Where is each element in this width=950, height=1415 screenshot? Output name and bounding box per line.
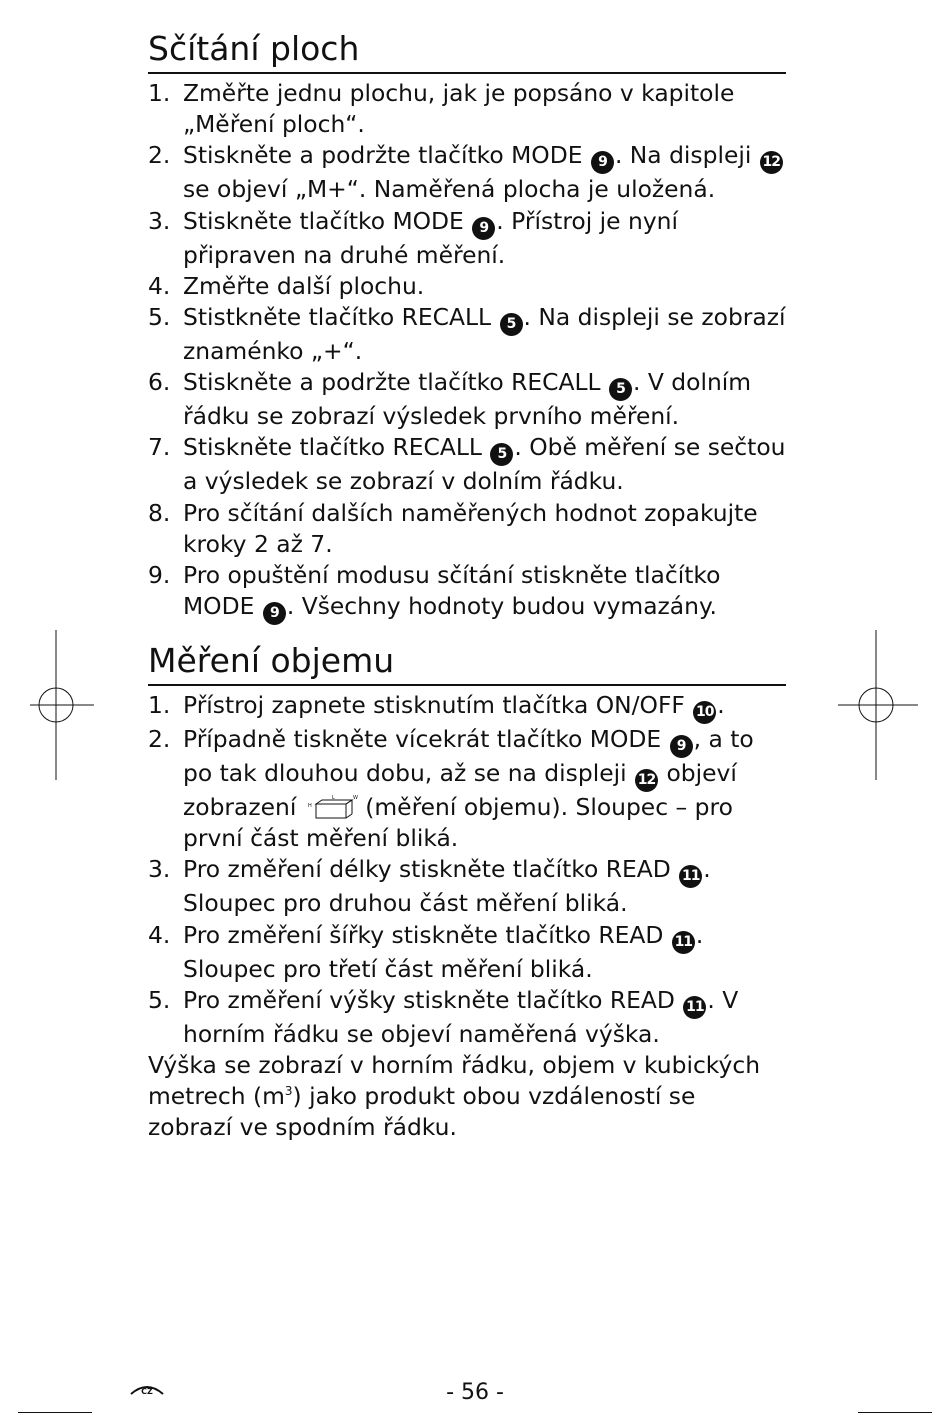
reference-number-badge: 9 bbox=[670, 735, 693, 758]
step-text: Změřte další plochu. bbox=[183, 271, 425, 300]
step-text: . Přístroj je nyní připraven na druhé měření. bbox=[183, 206, 678, 269]
step-text: . Všechny hodnoty budou vymazány. bbox=[286, 592, 717, 621]
step-number: 1. bbox=[148, 691, 171, 719]
volume-display-icon bbox=[304, 795, 358, 821]
step-item bbox=[148, 302, 786, 367]
step-text: . Na displeji bbox=[614, 141, 759, 170]
step-number: 6. bbox=[148, 368, 171, 397]
heading-rule bbox=[148, 684, 786, 686]
step-text: (měření objemu). Sloupec – pro první část měření bliká. bbox=[183, 793, 733, 853]
bottom-crop-line-left bbox=[18, 1412, 92, 1413]
reference-number-badge: 9 bbox=[591, 151, 614, 174]
step-text: Pro změření výšky stiskněte tlačítko READ bbox=[183, 985, 683, 1014]
step-text: Přístroj zapnete stisknutím tlačítka ON/OFF bbox=[183, 691, 693, 719]
step-item bbox=[148, 690, 786, 724]
step-item bbox=[148, 78, 786, 140]
step-item bbox=[148, 432, 786, 497]
area-steps-list bbox=[148, 78, 786, 625]
volume-closing-paragraph bbox=[148, 1050, 786, 1144]
step-number: 8. bbox=[148, 498, 171, 527]
step-item bbox=[148, 206, 786, 271]
volume-steps-list bbox=[148, 690, 786, 1050]
step-text: Pro sčítání dalších naměřených hodnot zopakujte kroky 2 až 7. bbox=[183, 498, 758, 558]
step-text: . Sloupec pro druhou část měření bliká. bbox=[183, 855, 711, 918]
reference-number-badge: 11 bbox=[672, 931, 695, 954]
reference-number-badge: 12 bbox=[760, 151, 783, 174]
step-text: Pro změření šířky stiskněte tlačítko READ bbox=[183, 920, 671, 949]
step-text: . V dolním řádku se zobrazí výsledek prvního měření. bbox=[183, 368, 752, 431]
step-text: Pro změření délky stiskněte tlačítko READ bbox=[183, 855, 679, 884]
step-text: Stiskněte a podržte tlačítko MODE bbox=[183, 141, 590, 170]
reference-number-badge: 11 bbox=[679, 865, 702, 888]
step-item bbox=[148, 985, 786, 1050]
step-text: Změřte jednu plochu, jak je popsáno v kapitole „Měření ploch“. bbox=[183, 79, 735, 139]
heading-area-addition: Sčítání ploch bbox=[148, 29, 360, 68]
step-text: . V horním řádku se objeví naměřená výška. bbox=[183, 985, 739, 1048]
svg-text:H: H bbox=[307, 803, 312, 809]
reference-number-badge: 5 bbox=[490, 443, 513, 466]
step-item bbox=[148, 560, 786, 625]
step-text: . bbox=[717, 691, 725, 719]
step-text: Pro opuštění modusu sčítání stiskněte tlačítko MODE bbox=[183, 561, 721, 621]
reference-number-badge: 5 bbox=[609, 378, 632, 401]
step-text: objeví zobrazení bbox=[183, 759, 737, 821]
step-number: 9. bbox=[148, 561, 171, 590]
step-number: 4. bbox=[148, 271, 171, 300]
cubic-superscript: 3 bbox=[284, 1084, 293, 1099]
page-number: - 56 - bbox=[446, 1380, 504, 1405]
step-text: Stistkněte tlačítko RECALL bbox=[183, 303, 499, 332]
section-volume-measurement bbox=[148, 640, 786, 1144]
step-item bbox=[148, 271, 786, 302]
heading-volume-measurement: Měření objemu bbox=[148, 641, 395, 680]
step-number: 1. bbox=[148, 79, 171, 107]
step-item bbox=[148, 140, 786, 205]
step-number: 5. bbox=[148, 303, 171, 332]
step-text: . Na displeji se zobrazí znaménko „+“. bbox=[183, 303, 786, 366]
reference-number-badge: 12 bbox=[635, 769, 658, 792]
closing-text-end: ) jako produkt obou vzdáleností se zobrazí ve spodním řádku. bbox=[148, 1082, 696, 1142]
step-text: . Sloupec pro třetí část měření bliká. bbox=[183, 920, 704, 983]
step-text: Stiskněte tlačítko RECALL bbox=[183, 433, 490, 462]
step-text: se objeví „M+“. Naměřená plocha je uložená. bbox=[183, 175, 716, 204]
step-number: 5. bbox=[148, 985, 171, 1014]
closing-text-start: Výška se zobrazí v horním řádku, objem v kubických metrech (m bbox=[148, 1051, 761, 1111]
step-text: Případně tiskněte vícekrát tlačítko MODE bbox=[183, 725, 669, 753]
svg-text:W: W bbox=[352, 795, 358, 801]
step-item bbox=[148, 854, 786, 919]
step-text: , a to po tak dlouhou dobu, až se na displeji bbox=[183, 725, 754, 787]
step-text: . Obě měření se sečtou a výsledek se zobrazí v dolním řádku. bbox=[183, 433, 786, 496]
step-text: Stiskněte tlačítko MODE bbox=[183, 206, 472, 235]
reference-number-badge: 11 bbox=[683, 996, 706, 1019]
crop-mark-right bbox=[838, 630, 918, 780]
step-item bbox=[148, 920, 786, 985]
reference-number-badge: 9 bbox=[472, 217, 495, 240]
heading-rule bbox=[148, 72, 786, 74]
step-item bbox=[148, 498, 786, 560]
bottom-crop-line-right bbox=[858, 1412, 932, 1413]
crop-mark-left bbox=[30, 630, 94, 780]
language-badge-label: CZ bbox=[141, 1387, 153, 1395]
reference-number-badge: 9 bbox=[263, 602, 286, 625]
step-item bbox=[148, 724, 786, 854]
step-number: 2. bbox=[148, 725, 171, 753]
step-number: 3. bbox=[148, 206, 171, 235]
step-number: 3. bbox=[148, 855, 171, 884]
step-text: Stiskněte a podržte tlačítko RECALL bbox=[183, 368, 608, 397]
step-item bbox=[148, 367, 786, 432]
reference-number-badge: 10 bbox=[693, 701, 716, 724]
step-number: 7. bbox=[148, 433, 171, 462]
step-number: 4. bbox=[148, 920, 171, 949]
step-number: 2. bbox=[148, 141, 171, 170]
section-area-addition bbox=[148, 28, 786, 625]
svg-text:L: L bbox=[331, 795, 335, 801]
reference-number-badge: 5 bbox=[500, 313, 523, 336]
